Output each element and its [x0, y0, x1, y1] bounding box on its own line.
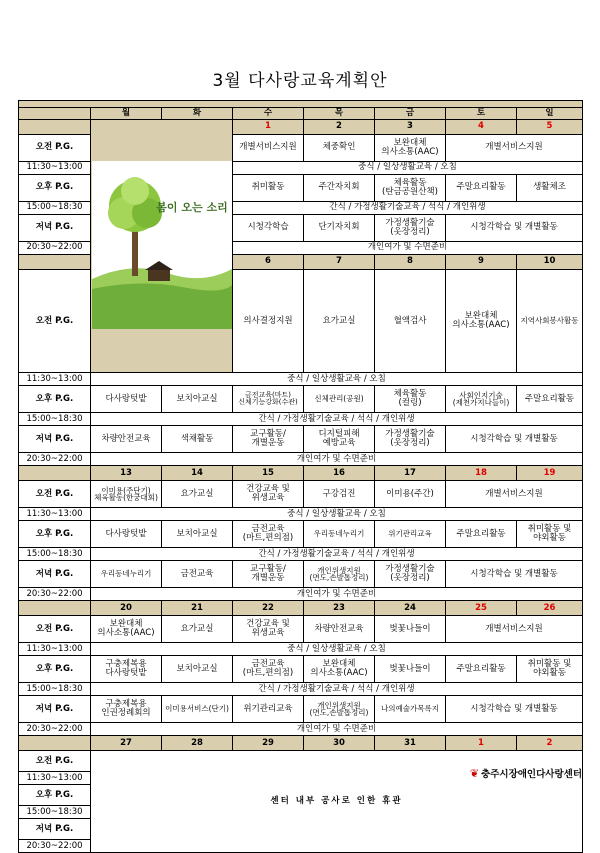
am-label: 오전 P.G.	[19, 751, 91, 772]
pm-label: 오후 P.G.	[19, 175, 91, 202]
time-label: 11:30~13:00	[19, 373, 91, 386]
weekday-fri: 금	[375, 108, 446, 120]
time-label: 15:00~18:30	[19, 806, 91, 819]
date-label-blank	[19, 255, 91, 270]
date-cell: 7	[304, 255, 375, 270]
activity-cell: 주말요리활동	[446, 175, 517, 202]
date-cell: 26	[517, 601, 583, 616]
week1-date-row	[19, 120, 583, 135]
page-title: 3월 다사랑교육계획안	[212, 71, 388, 91]
activity-cell: 개별서비스지원	[446, 481, 583, 508]
activity-cell: 우리동네누리기	[304, 521, 375, 548]
date-cell: 20	[91, 601, 162, 616]
activity-cell: 차량안전교육	[91, 426, 162, 453]
date-cell: 2	[517, 736, 583, 751]
activity-cell: 생활체조	[517, 175, 583, 202]
am-label: 오전 P.G.	[19, 481, 91, 508]
time-label: 15:00~18:30	[19, 683, 91, 696]
time-label: 20:30~22:00	[19, 723, 91, 736]
pm-label: 오후 P.G.	[19, 656, 91, 683]
eve-label: 저녁 P.G.	[19, 696, 91, 723]
activity-cell: 보완대체 의사소통(AAC)	[91, 616, 162, 643]
activity-cell: 건강교육 및 위생교육	[233, 616, 304, 643]
weekday-wed: 수	[233, 108, 304, 120]
activity-cell: 보완대체 의사소통(AAC)	[304, 656, 375, 683]
activity-cell: 요가교실	[162, 616, 233, 643]
date-cell: 17	[375, 466, 446, 481]
date-label-blank	[19, 466, 91, 481]
activity-cell: 보완대체 의사소통(AAC)	[375, 135, 446, 162]
date-cell: 19	[517, 466, 583, 481]
activity-cell: 주간자치회	[304, 175, 375, 202]
activity-cell: 시청각학습	[233, 215, 304, 242]
night-cell: 개인여가 및 수면준비	[91, 453, 583, 466]
activity-cell: 보치아교실	[162, 386, 233, 413]
time-label: 15:00~18:30	[19, 413, 91, 426]
activity-cell: 가정생활기술 (옷장정리)	[375, 426, 446, 453]
activity-cell: 개인위생지원 (면도,손발톱정리)	[304, 561, 375, 588]
snack-cell: 간식 / 가정생활기술교육 / 석식 / 개인위생	[91, 413, 583, 426]
week3-night-row	[19, 588, 583, 601]
date-label-blank	[19, 120, 91, 135]
date-cell: 9	[446, 255, 517, 270]
weekday-header-row	[19, 108, 583, 120]
date-cell: 30	[304, 736, 375, 751]
closure-notice: 센터 내부 공사로 인한 휴관	[91, 751, 583, 853]
week4-lunch-row	[19, 643, 583, 656]
activity-cell: 금전교육 (마트,편의점)	[233, 656, 304, 683]
activity-cell: 벚꽃나들이	[375, 616, 446, 643]
activity-cell: 체육활동 (탄금공원산책)	[375, 175, 446, 202]
lunch-cell: 중식 / 일상생활교육 / 오침	[233, 162, 583, 175]
snack-cell: 간식 / 가정생활기술교육 / 석식 / 개인위생	[91, 683, 583, 696]
date-label-blank	[19, 601, 91, 616]
activity-cell: 취미활동	[233, 175, 304, 202]
activity-cell: 개별서비스지원	[446, 135, 583, 162]
week2-lunch-row	[19, 373, 583, 386]
activity-cell: 의사결정지원	[233, 270, 304, 373]
activity-cell: 가정생활기술 (옷장정리)	[375, 215, 446, 242]
date-cell: 6	[233, 255, 304, 270]
pm-label: 오후 P.G.	[19, 386, 91, 413]
night-cell: 개인여가 및 수면준비	[91, 588, 583, 601]
activity-cell: 보치아교실	[162, 521, 233, 548]
date-cell: 8	[375, 255, 446, 270]
eve-label: 저녁 P.G.	[19, 561, 91, 588]
heart-logo-icon: ❦	[469, 766, 480, 780]
activity-cell: 신체관리(공원)	[304, 386, 375, 413]
weekday-tue: 화	[162, 108, 233, 120]
activity-cell: 가정생활기술 (옷장정리)	[375, 561, 446, 588]
date-cell: 24	[375, 601, 446, 616]
date-cell: 10	[517, 255, 583, 270]
week3-eve-row	[19, 561, 583, 588]
time-label: 20:30~22:00	[19, 453, 91, 466]
activity-cell: 구충제복용 인권정례회의	[91, 696, 162, 723]
activity-cell: 금전교육 (마트,편의점)	[233, 521, 304, 548]
activity-cell: 시청각학습 및 개별활동	[446, 426, 583, 453]
activity-cell: 이미용서비스(단기)	[162, 696, 233, 723]
snack-cell: 간식 / 가정생활기술교육 / 석식 / 개인위생	[233, 202, 583, 215]
activity-cell: 구강검진	[304, 481, 375, 508]
illustration-caption: 봄이 오는 소리	[155, 200, 228, 214]
date-cell: 23	[304, 601, 375, 616]
date-cell: 13	[91, 466, 162, 481]
weekday-sat: 토	[446, 108, 517, 120]
activity-cell: 다사랑텃밭	[91, 521, 162, 548]
tree-house-image	[92, 161, 232, 329]
time-label: 15:00~18:30	[19, 202, 91, 215]
spring-illustration	[91, 120, 233, 373]
activity-cell: 이미용(주단기) 체육활동(한궁대회)	[91, 481, 162, 508]
activity-cell: 구충제복용 다사랑텃밭	[91, 656, 162, 683]
am-label: 오전 P.G.	[19, 616, 91, 643]
time-label: 11:30~13:00	[19, 162, 91, 175]
eve-label: 저녁 P.G.	[19, 819, 91, 840]
week3-am-row	[19, 481, 583, 508]
pm-label: 오후 P.G.	[19, 785, 91, 806]
activity-cell: 시청각학습 및 개별활동	[446, 561, 583, 588]
activity-cell: 지역사회봉사활동	[517, 270, 583, 373]
time-label: 20:30~22:00	[19, 840, 91, 853]
time-label: 15:00~18:30	[19, 548, 91, 561]
date-cell: 1	[446, 736, 517, 751]
activity-cell: 보완대체 의사소통(AAC)	[446, 270, 517, 373]
week3-date-row	[19, 466, 583, 481]
activity-cell: 개별서비스지원	[446, 616, 583, 643]
activity-cell: 요가교실	[304, 270, 375, 373]
activity-cell: 주말요리활동	[517, 386, 583, 413]
time-label: 20:30~22:00	[19, 242, 91, 255]
activity-cell: 디지털피해 예방교육	[304, 426, 375, 453]
activity-cell: 교구활동/ 개별운동	[233, 426, 304, 453]
activity-cell: 시청각학습 및 개별활동	[446, 215, 583, 242]
date-cell: 1	[233, 120, 304, 135]
table-top-strip	[19, 101, 583, 108]
activity-cell: 단기자치회	[304, 215, 375, 242]
week3-lunch-row	[19, 508, 583, 521]
activity-cell: 사회인지기술 (제천가지나들이)	[446, 386, 517, 413]
education-plan-table	[18, 100, 583, 853]
week2-eve-row	[19, 426, 583, 453]
date-cell: 5	[517, 120, 583, 135]
date-cell: 2	[304, 120, 375, 135]
activity-cell: 개별서비스지원	[233, 135, 304, 162]
week3-pm-row	[19, 521, 583, 548]
eve-label: 저녁 P.G.	[19, 215, 91, 242]
date-label-blank	[19, 736, 91, 751]
activity-cell: 벚꽃나들이	[375, 656, 446, 683]
activity-cell: 금전교육(마트) 신체기능강화(수관)	[233, 386, 304, 413]
activity-cell: 취미활동 및 야외활동	[517, 521, 583, 548]
date-cell: 16	[304, 466, 375, 481]
snack-cell: 간식 / 가정생활기술교육 / 석식 / 개인위생	[91, 548, 583, 561]
activity-cell: 위기관리교육	[233, 696, 304, 723]
activity-cell: 색채활동	[162, 426, 233, 453]
activity-cell: 주말요리활동	[446, 656, 517, 683]
header-corner	[19, 108, 91, 120]
date-cell: 29	[233, 736, 304, 751]
activity-cell: 취미활동 및 야외활동	[517, 656, 583, 683]
date-cell: 27	[91, 736, 162, 751]
week2-snack-row	[19, 413, 583, 426]
weekday-thu: 목	[304, 108, 375, 120]
center-name: 충주시장애인다사랑센터	[481, 769, 582, 780]
date-cell: 3	[375, 120, 446, 135]
week4-pm-row	[19, 656, 583, 683]
am-label: 오전 P.G.	[19, 135, 91, 162]
time-label: 11:30~13:00	[19, 772, 91, 785]
time-label: 11:30~13:00	[19, 508, 91, 521]
date-cell: 21	[162, 601, 233, 616]
eve-label: 저녁 P.G.	[19, 426, 91, 453]
week4-eve-row	[19, 696, 583, 723]
activity-cell: 개인위생지원 (면도,손발톱정리)	[304, 696, 375, 723]
time-label: 11:30~13:00	[19, 643, 91, 656]
activity-cell: 위기관리교육	[375, 521, 446, 548]
lunch-cell: 중식 / 일상생활교육 / 오침	[91, 373, 583, 386]
week3-snack-row	[19, 548, 583, 561]
activity-cell: 우리동네누리기	[91, 561, 162, 588]
weekday-mon: 월	[91, 108, 162, 120]
activity-cell: 건강교육 및 위생교육	[233, 481, 304, 508]
activity-cell: 보치아교실	[162, 656, 233, 683]
week4-am-row	[19, 616, 583, 643]
activity-cell: 차량안전교육	[304, 616, 375, 643]
activity-cell: 주말요리활동	[446, 521, 517, 548]
activity-cell: 다사랑텃밭	[91, 386, 162, 413]
lunch-cell: 중식 / 일상생활교육 / 오침	[91, 508, 583, 521]
time-label: 20:30~22:00	[19, 588, 91, 601]
date-cell: 31	[375, 736, 446, 751]
date-cell: 18	[446, 466, 517, 481]
night-cell: 개인여가 및 수면준비	[233, 242, 583, 255]
week5-date-row	[19, 736, 583, 751]
date-cell: 4	[446, 120, 517, 135]
weekday-sun: 일	[517, 108, 583, 120]
date-cell: 28	[162, 736, 233, 751]
date-cell: 25	[446, 601, 517, 616]
activity-cell: 이미용(주간)	[375, 481, 446, 508]
activity-cell: 금전교육	[162, 561, 233, 588]
week2-night-row	[19, 453, 583, 466]
pm-label: 오후 P.G.	[19, 521, 91, 548]
am-label: 오전 P.G.	[19, 270, 91, 373]
activity-cell: 시청각학습 및 개별활동	[446, 696, 583, 723]
night-cell: 개인여가 및 수면준비	[91, 723, 583, 736]
activity-cell: 나의예술가목록지	[375, 696, 446, 723]
activity-cell: 교구활동/ 개별운동	[233, 561, 304, 588]
date-cell: 22	[233, 601, 304, 616]
activity-cell: 요가교실	[162, 481, 233, 508]
footer	[470, 766, 582, 780]
date-cell: 15	[233, 466, 304, 481]
activity-cell: 체육활동 (컬링)	[375, 386, 446, 413]
date-cell: 14	[162, 466, 233, 481]
lunch-cell: 중식 / 일상생활교육 / 오침	[91, 643, 583, 656]
week4-night-row	[19, 723, 583, 736]
week4-date-row	[19, 601, 583, 616]
week4-snack-row	[19, 683, 583, 696]
activity-cell: 혈액검사	[375, 270, 446, 373]
week2-pm-row	[19, 386, 583, 413]
activity-cell: 체중확인	[304, 135, 375, 162]
